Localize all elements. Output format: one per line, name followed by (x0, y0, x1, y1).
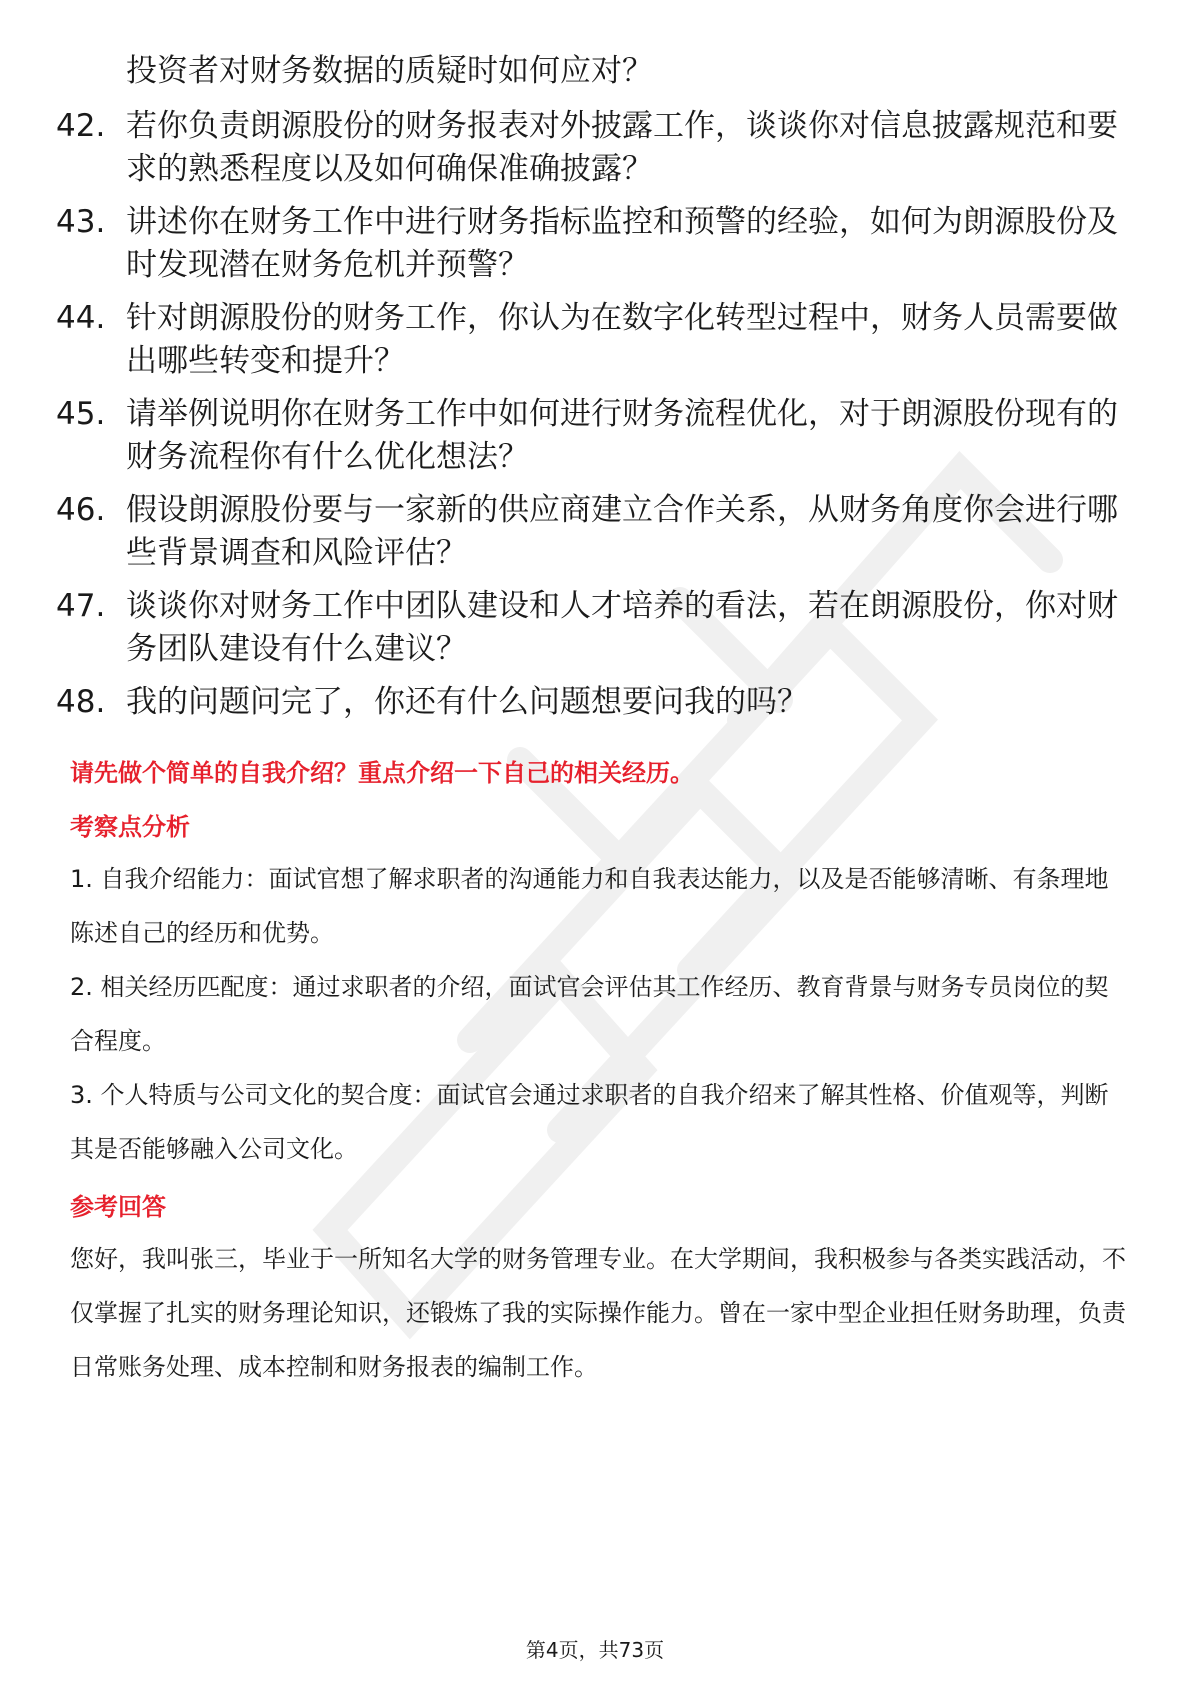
question-list (56, 50, 1136, 734)
question-item (56, 393, 1136, 479)
analysis-point: 2. 相关经历匹配度：通过求职者的介绍，面试官会评估其工作经历、教育背景与财务专员岗位的契合程度。 (70, 973, 1109, 1055)
question-number: 45. (56, 396, 106, 432)
answer-block (70, 1190, 1130, 1394)
question-text: 讲述你在财务工作中进行财务指标监控和预警的经验，如何为朗源股份及时发现潜在财务危机并预警？ (126, 204, 1118, 283)
question-number: 46. (56, 492, 106, 528)
analysis-block (70, 810, 1130, 1176)
question-text: 若你负责朗源股份的财务报表对外披露工作，谈谈你对信息披露规范和要求的熟悉程度以及如何确保准确披露？ (126, 108, 1118, 187)
question-number: 44. (56, 300, 106, 336)
question-text: 谈谈你对财务工作中团队建设和人才培养的看法，若在朗源股份，你对财务团队建设有什么建议？ (126, 588, 1118, 667)
section-question-block (70, 756, 1130, 790)
question-text: 请举例说明你在财务工作中如何进行财务流程优化，对于朗源股份现有的财务流程你有什么优化想法？ (126, 396, 1118, 475)
question-item (56, 489, 1136, 575)
question-text: 假设朗源股份要与一家新的供应商建立合作关系，从财务角度你会进行哪些背景调查和风险评估？ (126, 492, 1118, 571)
question-number: 48. (56, 684, 106, 720)
answer-heading: 参考回答 (70, 1193, 166, 1221)
question-number: 47. (56, 588, 106, 624)
question-item (56, 297, 1136, 383)
question-item (56, 681, 1136, 724)
question-item (56, 201, 1136, 287)
analysis-point: 3. 个人特质与公司文化的契合度：面试官会通过求职者的自我介绍来了解其性格、价值观等，判断其是否能够融入公司文化。 (70, 1081, 1109, 1163)
question-continued-text: 投资者对财务数据的质疑时如何应对？ (126, 53, 653, 89)
page-footer: 第4页，共73页 (525, 1638, 665, 1662)
analysis-heading: 考察点分析 (70, 813, 190, 841)
question-text: 针对朗源股份的财务工作，你认为在数字化转型过程中，财务人员需要做出哪些转变和提升？ (126, 300, 1118, 379)
question-number: 42. (56, 108, 106, 144)
question-item (56, 105, 1136, 191)
analysis-point: 1. 自我介绍能力：面试官想了解求职者的沟通能力和自我表达能力，以及是否能够清晰、有条理地陈述自己的经历和优势。 (70, 865, 1109, 947)
answer-text: 您好，我叫张三，毕业于一所知名大学的财务管理专业。在大学期间，我积极参与各类实践活动，不仅掌握了扎实的财务理论知识，还锻炼了我的实际操作能力。曾在一家中型企业担任财务助理，负责日常账务处理、成本控制和财务报表的编制工作。 (70, 1245, 1126, 1381)
section-question-heading: 请先做个简单的自我介绍？重点介绍一下自己的相关经历。 (70, 759, 694, 787)
question-text: 我的问题问完了，你还有什么问题想要问我的吗？ (126, 684, 808, 720)
question-number: 43. (56, 204, 106, 240)
question-item (56, 585, 1136, 671)
